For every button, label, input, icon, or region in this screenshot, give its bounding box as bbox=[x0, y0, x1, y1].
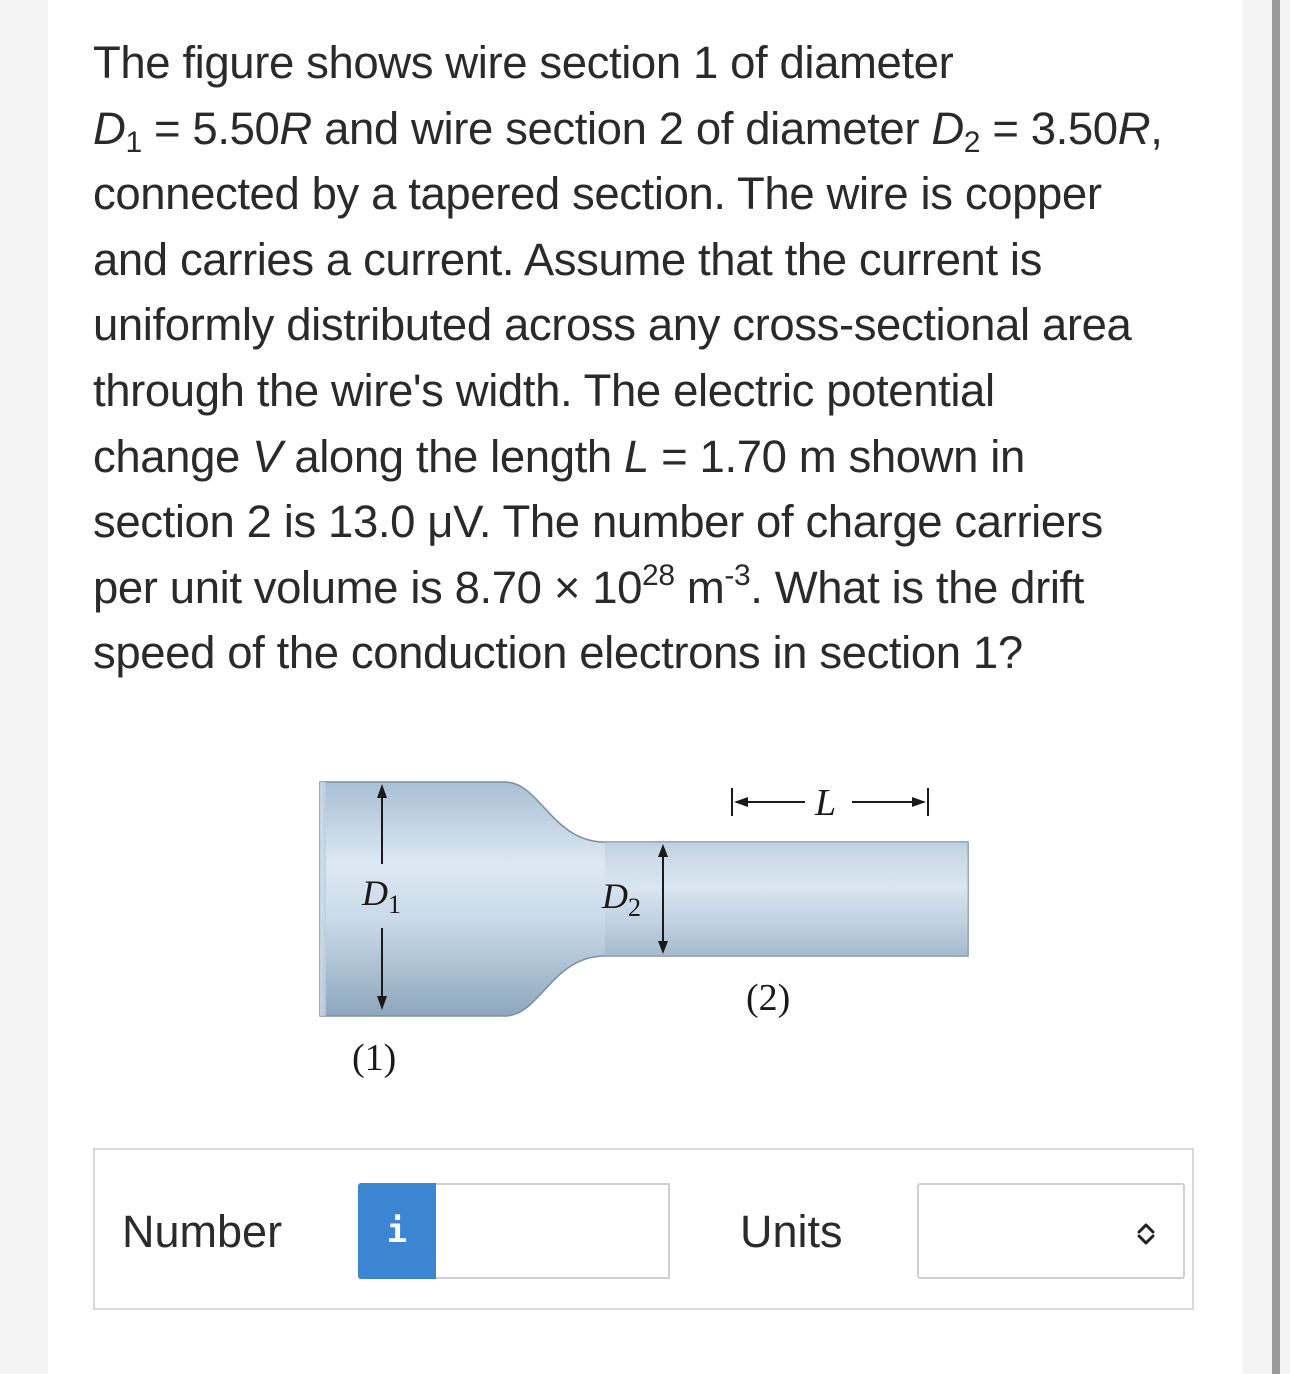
wire-section-2-highlight bbox=[605, 842, 968, 956]
scrollbar[interactable] bbox=[1272, 0, 1280, 1374]
question-line-8: section 2 is 13.0 μV. The number of charge carriers bbox=[93, 496, 1103, 548]
question-line-6: through the wire's width. The electric potential bbox=[93, 364, 995, 416]
info-button[interactable] bbox=[358, 1183, 436, 1279]
units-label: Units bbox=[740, 1206, 843, 1257]
number-label: Number bbox=[122, 1206, 283, 1257]
wire-figure bbox=[300, 760, 990, 1100]
question-line-5: uniformly distributed across any cross-sectional area bbox=[93, 299, 1132, 351]
units-select[interactable] bbox=[917, 1183, 1185, 1279]
l-label: L bbox=[815, 782, 837, 824]
question-line-4: and carries a current. Assume that the current is bbox=[93, 233, 1042, 285]
question-line-7: change V along the length L = 1.70 m shown in bbox=[93, 430, 1025, 482]
question-line-3: connected by a tapered section. The wire is copper bbox=[93, 168, 1102, 220]
d2-label: $D_2$ bbox=[602, 876, 641, 922]
l-arrowhead-left bbox=[734, 797, 748, 807]
section-1-label: (1) bbox=[352, 1037, 397, 1079]
wire-end-cap bbox=[320, 782, 326, 1016]
question-line-2: $D_1 = 5.50R$ and wire section 2 of diameter $D_2 = 3.50R$, bbox=[93, 102, 1163, 159]
question-text bbox=[93, 30, 1213, 686]
question-line-10: speed of the conduction electrons in section 1? bbox=[93, 627, 1023, 679]
number-input[interactable] bbox=[436, 1183, 670, 1279]
question-line-1: The figure shows wire section 1 of diameter bbox=[93, 37, 954, 88]
chevron-up-down-icon bbox=[1133, 1221, 1159, 1247]
wire-diagram bbox=[300, 760, 990, 1100]
d1-label: $D_1$ bbox=[362, 873, 401, 919]
section-2-label: (2) bbox=[746, 977, 791, 1019]
question-line-9: per unit volume is $8.70 \times 10^{28}$ $m^{-3}$. What is the drift bbox=[93, 558, 1085, 613]
l-arrowhead-right bbox=[912, 797, 926, 807]
info-icon: i bbox=[386, 1211, 408, 1251]
answer-box bbox=[93, 1148, 1194, 1310]
